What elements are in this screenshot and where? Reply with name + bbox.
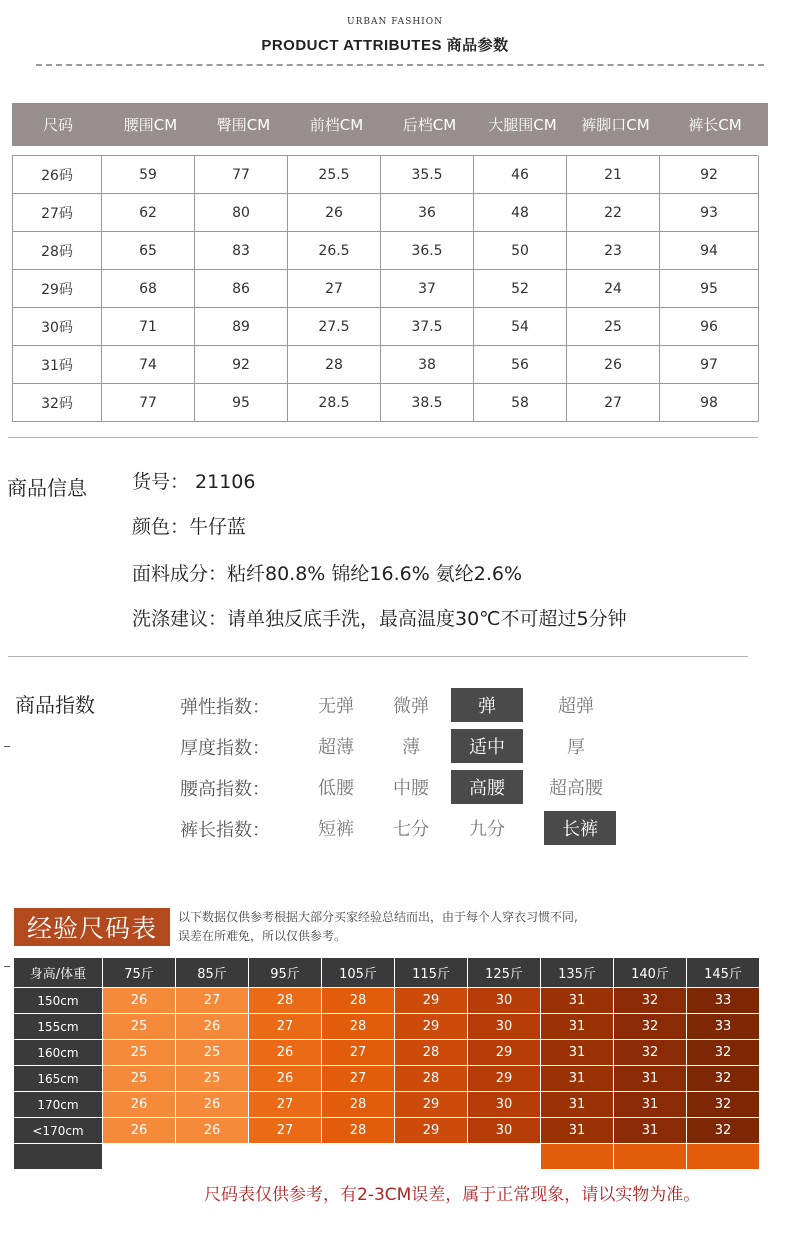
product-fabric: 面料成分：粘纤80.8% 锦纶16.6% 氨纶2.6%	[132, 563, 523, 585]
corner-header: 身高/体重	[14, 958, 102, 987]
weight-header: 75斤	[103, 958, 175, 987]
blank-cell	[176, 1144, 248, 1169]
size-cell: 32	[687, 1092, 759, 1117]
table-cell: 71	[102, 308, 195, 346]
table-cell: 27.5	[288, 308, 381, 346]
size-cell: 29	[395, 988, 467, 1013]
table-cell: 27码	[13, 194, 102, 232]
size-table-header-cell: 裤脚口CM	[581, 116, 650, 134]
table-row	[13, 194, 758, 232]
table-cell: 54	[474, 308, 567, 346]
blank-cell	[395, 1144, 467, 1169]
size-table	[12, 155, 758, 422]
product-care: 洗涤建议：请单独反底手洗，最高温度30℃不可超过5分钟	[132, 608, 627, 630]
table-row	[13, 308, 758, 346]
size-table-header-cell: 大腿围CM	[488, 116, 557, 134]
tick-mark	[4, 966, 10, 967]
blank-cell	[14, 1144, 102, 1169]
index-label: 裤长指数：	[180, 820, 270, 841]
size-cell: 26	[249, 1066, 321, 1091]
size-cell: 30	[468, 1118, 540, 1143]
table-cell: 27	[567, 384, 660, 422]
size-cell: 33	[687, 988, 759, 1013]
weight-header: 115斤	[395, 958, 467, 987]
size-cell: 28	[395, 1040, 467, 1065]
table-cell: 93	[660, 194, 759, 232]
table-cell: 94	[660, 232, 759, 270]
experience-chart-badge: 经验尺码表	[14, 908, 170, 946]
size-cell: 30	[468, 988, 540, 1013]
size-cell: 31	[541, 988, 613, 1013]
size-cell: 31	[541, 1118, 613, 1143]
size-cell: 31	[541, 1092, 613, 1117]
weight-header: 125斤	[468, 958, 540, 987]
table-cell: 26.5	[288, 232, 381, 270]
dashed-divider	[36, 64, 764, 66]
table-cell: 29码	[13, 270, 102, 308]
blank-cell	[687, 1144, 759, 1169]
size-cell: 31	[614, 1092, 686, 1117]
table-cell: 27	[288, 270, 381, 308]
table-cell: 65	[102, 232, 195, 270]
table-row	[13, 156, 758, 194]
table-cell: 80	[195, 194, 288, 232]
index-option: 无弹	[318, 696, 354, 717]
footnote: 尺码表仅供参考，有2-3CM误差，属于正常现象，请以实物为准。	[204, 1185, 701, 1205]
size-cell: 26	[249, 1040, 321, 1065]
size-cell: 27	[176, 988, 248, 1013]
index-option: 微弹	[393, 696, 429, 717]
page-title-cn: 商品参数	[446, 36, 509, 54]
table-cell: 77	[195, 156, 288, 194]
table-cell: 36	[381, 194, 474, 232]
size-cell: 30	[468, 1014, 540, 1039]
index-option: 低腰	[318, 778, 354, 799]
size-table-header-cell: 臀围CM	[216, 116, 271, 134]
table-cell: 95	[195, 384, 288, 422]
table-cell: 83	[195, 232, 288, 270]
index-option-selected: 适中	[451, 729, 523, 763]
size-table-header-cell: 腰围CM	[123, 116, 178, 134]
table-cell: 32码	[13, 384, 102, 422]
blank-cell	[614, 1144, 686, 1169]
size-cell: 28	[322, 1118, 394, 1143]
experience-size-chart	[14, 958, 746, 1169]
table-cell: 59	[102, 156, 195, 194]
size-cell: 26	[103, 1092, 175, 1117]
table-cell: 23	[567, 232, 660, 270]
table-cell: 35.5	[381, 156, 474, 194]
index-option: 薄	[402, 737, 420, 758]
size-table-header-cell: 裤长CM	[688, 116, 742, 134]
table-cell: 28.5	[288, 384, 381, 422]
blank-cell	[541, 1144, 613, 1169]
table-cell: 58	[474, 384, 567, 422]
blank-cell	[322, 1144, 394, 1169]
size-cell: 30	[468, 1092, 540, 1117]
size-cell: 27	[249, 1092, 321, 1117]
experience-chart-note	[178, 908, 578, 946]
table-cell: 25	[567, 308, 660, 346]
product-sku: 货号： 21106	[132, 471, 256, 493]
size-cell: 32	[614, 1014, 686, 1039]
size-cell: 28	[322, 988, 394, 1013]
note-line: 以下数据仅供参考根据大部分买家经验总结而出，由于每个人穿衣习惯不同,	[178, 910, 578, 924]
index-option: 超薄	[318, 737, 354, 758]
table-cell: 26码	[13, 156, 102, 194]
table-cell: 30码	[13, 308, 102, 346]
product-info-title: 商品信息	[7, 476, 87, 500]
index-option: 短裤	[318, 819, 354, 840]
table-cell: 37	[381, 270, 474, 308]
table-cell: 68	[102, 270, 195, 308]
height-header: 155cm	[14, 1014, 102, 1039]
table-cell: 56	[474, 346, 567, 384]
size-cell: 32	[687, 1066, 759, 1091]
product-color: 颜色：牛仔蓝	[132, 516, 247, 538]
size-cell: 31	[614, 1066, 686, 1091]
size-cell: 26	[176, 1014, 248, 1039]
table-cell: 96	[660, 308, 759, 346]
size-cell: 25	[176, 1066, 248, 1091]
index-option-selected: 长裤	[544, 811, 616, 845]
size-cell: 31	[614, 1118, 686, 1143]
table-cell: 26	[288, 194, 381, 232]
size-cell: 27	[249, 1014, 321, 1039]
index-option: 七分	[393, 819, 429, 840]
size-cell: 32	[687, 1118, 759, 1143]
size-cell: 29	[395, 1014, 467, 1039]
size-cell: 28	[322, 1092, 394, 1117]
size-cell: 31	[541, 1066, 613, 1091]
table-cell: 24	[567, 270, 660, 308]
index-label: 弹性指数：	[180, 697, 270, 718]
size-cell: 29	[395, 1118, 467, 1143]
table-cell: 22	[567, 194, 660, 232]
table-row	[13, 346, 758, 384]
size-cell: 32	[687, 1040, 759, 1065]
size-cell: 25	[176, 1040, 248, 1065]
height-header: 165cm	[14, 1066, 102, 1091]
size-cell: 28	[322, 1014, 394, 1039]
size-cell: 29	[468, 1040, 540, 1065]
table-row	[13, 270, 758, 308]
note-line: 误差在所难免，所以仅供参考。	[178, 929, 347, 943]
table-cell: 62	[102, 194, 195, 232]
table-cell: 95	[660, 270, 759, 308]
table-cell: 97	[660, 346, 759, 384]
size-cell: 26	[103, 988, 175, 1013]
height-header: 150cm	[14, 988, 102, 1013]
page-title-en: PRODUCT ATTRIBUTES	[261, 37, 442, 54]
size-cell: 27	[322, 1040, 394, 1065]
size-cell: 25	[103, 1066, 175, 1091]
table-cell: 92	[660, 156, 759, 194]
table-cell: 50	[474, 232, 567, 270]
size-cell: 27	[249, 1118, 321, 1143]
blank-cell	[249, 1144, 321, 1169]
size-table-header	[12, 103, 768, 146]
index-option: 厚	[567, 737, 585, 758]
table-cell: 92	[195, 346, 288, 384]
index-option: 九分	[469, 819, 505, 840]
table-cell: 28码	[13, 232, 102, 270]
height-header: <170cm	[14, 1118, 102, 1143]
index-option-selected: 弹	[451, 688, 523, 722]
size-cell: 29	[395, 1092, 467, 1117]
size-table-header-cell: 尺码	[42, 116, 73, 134]
size-cell: 26	[103, 1118, 175, 1143]
index-option: 中腰	[393, 778, 429, 799]
page-title	[0, 34, 770, 55]
table-cell: 89	[195, 308, 288, 346]
tick-mark	[4, 746, 10, 747]
size-cell: 32	[614, 1040, 686, 1065]
size-cell: 26	[176, 1118, 248, 1143]
height-header: 160cm	[14, 1040, 102, 1065]
table-cell: 25.5	[288, 156, 381, 194]
index-label: 厚度指数：	[180, 738, 270, 759]
weight-header: 85斤	[176, 958, 248, 987]
size-cell: 25	[103, 1014, 175, 1039]
table-cell: 21	[567, 156, 660, 194]
table-cell: 48	[474, 194, 567, 232]
height-header: 170cm	[14, 1092, 102, 1117]
index-label: 腰高指数：	[180, 779, 270, 800]
table-cell: 74	[102, 346, 195, 384]
table-cell: 98	[660, 384, 759, 422]
table-cell: 36.5	[381, 232, 474, 270]
table-row	[13, 384, 758, 422]
weight-header: 95斤	[249, 958, 321, 987]
table-cell: 52	[474, 270, 567, 308]
table-cell: 38	[381, 346, 474, 384]
table-cell: 28	[288, 346, 381, 384]
size-table-header-cell: 后档CM	[402, 116, 457, 134]
size-cell: 31	[541, 1014, 613, 1039]
size-cell: 33	[687, 1014, 759, 1039]
weight-header: 105斤	[322, 958, 394, 987]
product-index-title: 商品指数	[15, 693, 95, 717]
size-cell: 26	[176, 1092, 248, 1117]
size-cell: 28	[249, 988, 321, 1013]
table-cell: 46	[474, 156, 567, 194]
size-cell: 29	[468, 1066, 540, 1091]
blank-cell	[468, 1144, 540, 1169]
table-row	[13, 232, 758, 270]
weight-header: 145斤	[687, 958, 759, 987]
table-cell: 31码	[13, 346, 102, 384]
weight-header: 135斤	[541, 958, 613, 987]
index-option-selected: 高腰	[451, 770, 523, 804]
blank-cell	[103, 1144, 175, 1169]
divider	[8, 437, 758, 438]
size-table-header-cell: 前档CM	[309, 116, 364, 134]
size-cell: 32	[614, 988, 686, 1013]
size-cell: 27	[322, 1066, 394, 1091]
index-option: 超高腰	[549, 778, 603, 799]
table-cell: 26	[567, 346, 660, 384]
brand-name: URBAN FASHION	[347, 17, 443, 27]
size-cell: 25	[103, 1040, 175, 1065]
table-cell: 86	[195, 270, 288, 308]
size-cell: 28	[395, 1066, 467, 1091]
size-cell: 31	[541, 1040, 613, 1065]
index-option: 超弹	[558, 696, 594, 717]
table-cell: 37.5	[381, 308, 474, 346]
table-cell: 77	[102, 384, 195, 422]
weight-header: 140斤	[614, 958, 686, 987]
table-cell: 38.5	[381, 384, 474, 422]
divider	[8, 656, 748, 657]
